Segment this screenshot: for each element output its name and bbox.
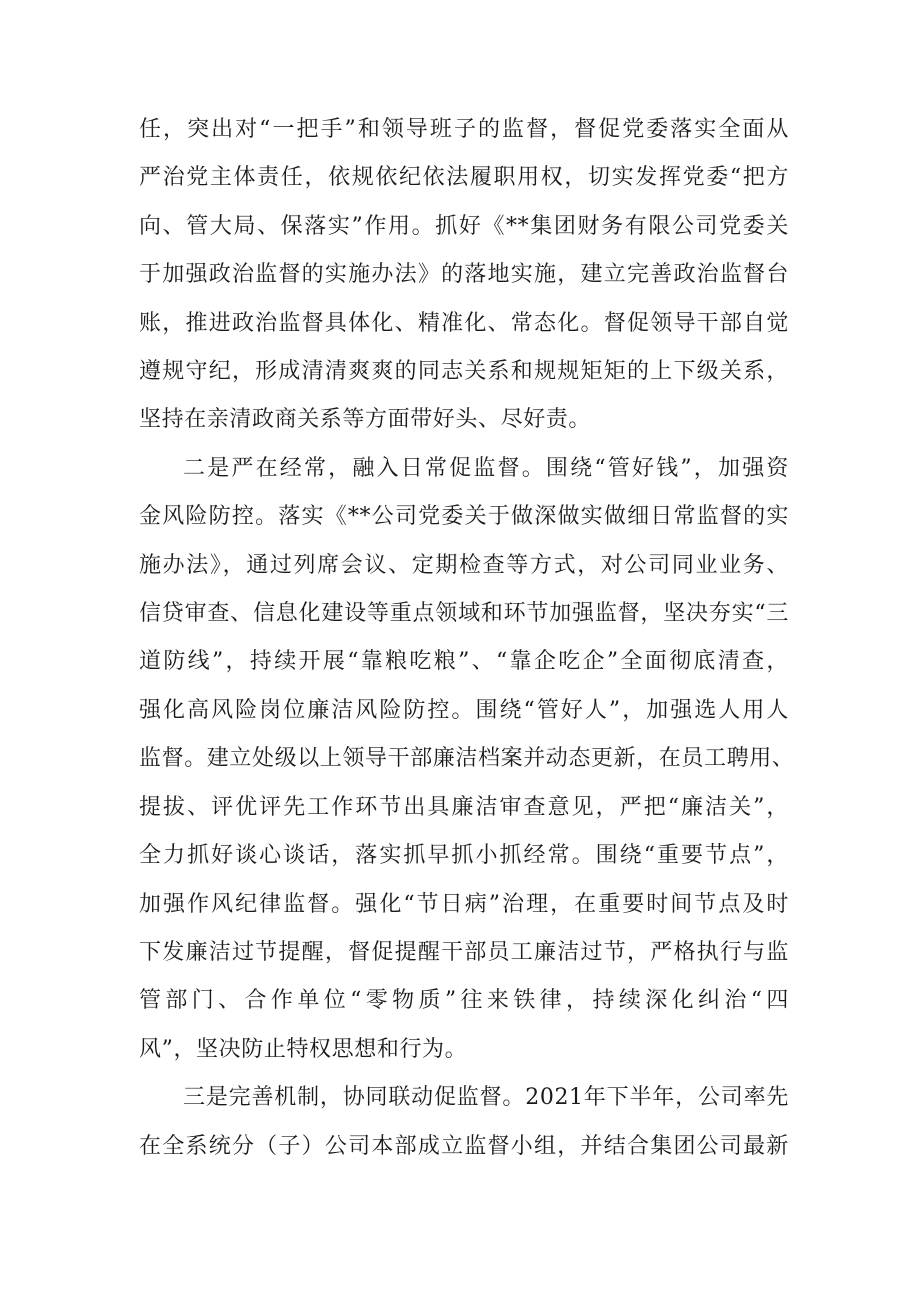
paragraph-1 [139,106,789,445]
text-line: 向、管大局、保落实”作用。抓好《**集团财务有限公司党委关 [139,213,789,239]
document-body [139,106,795,1171]
text-line: 于加强政治监督的实施办法》的落地实施，建立完善政治监督台 [139,262,789,288]
text-line: 金风险防控。落实《**公司党委关于做深做实做细日常监督的实 [139,504,789,530]
paragraph-3 [139,1074,789,1171]
text-line: 强化高风险岗位廉洁风险防控。围绕“管好人”，加强选人用人 [139,697,789,723]
text-line: 提拔、评优评先工作环节出具廉洁审查意见，严把“廉洁关”， [139,794,789,820]
text-line: 信贷审查、信息化建设等重点领域和环节加强监督，坚决夯实“三 [139,601,789,627]
text-line: 监督。建立处级以上领导干部廉洁档案并动态更新，在员工聘用、 [139,746,795,772]
text-line: 道防线”，持续开展“靠粮吃粮”、“靠企吃企”全面彻底清查， [139,649,789,675]
text-line: 三是完善机制，协同联动促监督。2021年下半年，公司率先 [183,1085,789,1111]
text-line: 二是严在经常，融入日常促监督。围绕“管好钱”，加强资 [183,455,789,481]
text-line: 严治党主体责任，依规依纪依法履职用权，切实发挥党委“把方 [139,165,789,191]
text-line: 施办法》，通过列席会议、定期检查等方式，对公司同业业务、 [139,552,789,578]
text-line: 管部门、合作单位“零物质”往来铁律，持续深化纠治“四 [139,988,789,1014]
text-line: 坚持在亲清政商关系等方面带好头、尽好责。 [139,407,592,433]
text-line: 任，突出对“一把手”和领导班子的监督，督促党委落实全面从 [139,117,789,142]
text-line: 在全系统分（子）公司本部成立监督小组，并结合集团公司最新 [139,1133,789,1159]
text-line: 加强作风纪律监督。强化“节日病”治理，在重要时间节点及时 [139,891,789,917]
text-line: 账，推进政治监督具体化、精准化、常态化。督促领导干部自觉 [139,310,789,336]
paragraph-2 [139,445,795,1074]
text-line: 下发廉洁过节提醒，督促提醒干部员工廉洁过节，严格执行与监 [139,939,789,965]
text-line: 全力抓好谈心谈话，落实抓早抓小抓经常。围绕“重要节点”， [139,843,789,869]
text-line: 遵规守纪，形成清清爽爽的同志关系和规规矩矩的上下级关系， [139,359,789,385]
text-line: 风”，坚决防止特权思想和行为。 [139,1036,468,1062]
